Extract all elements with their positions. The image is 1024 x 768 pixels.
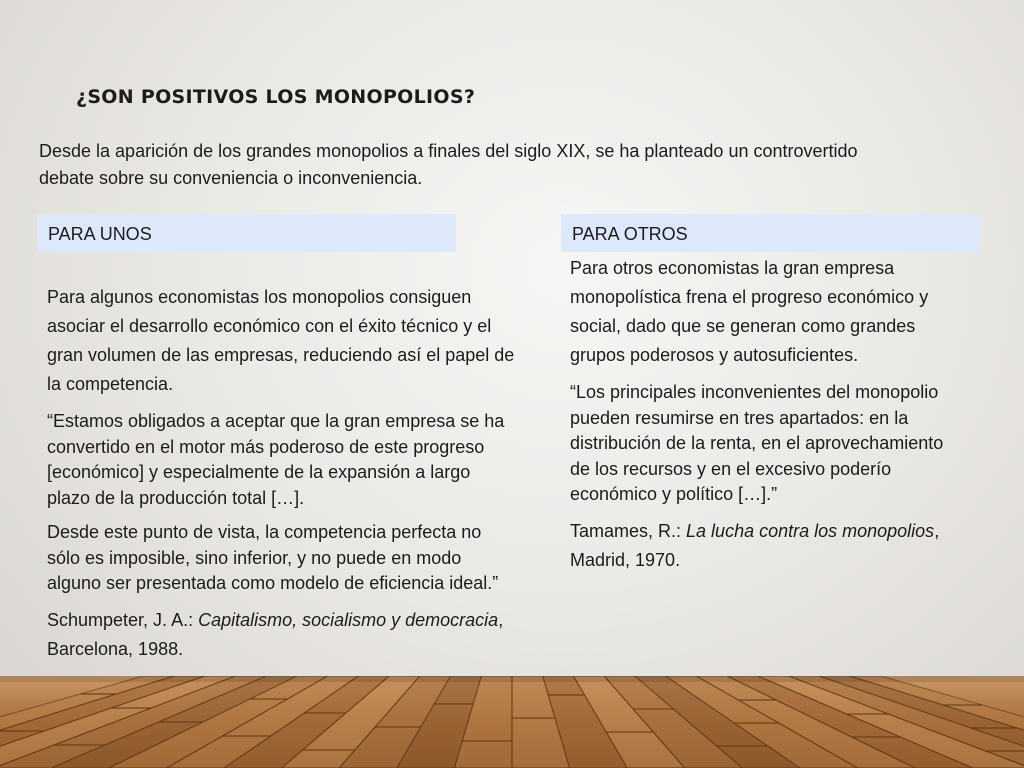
header-para-otros: PARA OTROS [561,214,980,252]
intro-paragraph: Desde la aparición de los grandes monopolios a finales del siglo XIX, se ha planteado un controvertido debate sobre su conveniencia o inconveniencia. [39,141,858,188]
left-citation-author: Schumpeter, J. A.: [47,609,199,630]
left-citation [47,606,517,664]
left-quote-1: “Estamos obligados a aceptar que la gran empresa se ha convertido en el motor más poderoso de este progreso [económico] y especialmente de la expansión a largo plazo de la producción total […]. [47,411,505,508]
wooden-floor-decoration [0,676,1024,768]
left-citation-title: Capitalismo, socialismo y democracia [198,609,499,630]
right-column [570,254,965,585]
left-paragraph: Para algunos economistas los monopolios consiguen asociar el desarrollo económico con el éxito técnico y el gran volumen de las empresas, reduciendo así el papel de la competencia. [47,287,515,394]
right-paragraph: Para otros economistas la gran empresa monopolística frena el progreso económico y social, dado que se generan como grandes grupos poderosos y autosuficientes. [570,258,929,365]
left-column [47,283,517,674]
left-citation-rest: , Barcelona, 1988. [47,609,504,659]
left-quote-2: Desde este punto de vista, la competencia perfecta no sólo es imposible, sino inferior, y no puede en modo alguno ser presentada como modelo de eficiencia ideal.” [47,522,499,593]
floor-shadow [0,676,1024,682]
right-citation-author: Tamames, R.: [570,520,687,541]
right-citation [570,517,965,575]
slide-title: ¿SON POSITIVOS LOS MONOPOLIOS? [76,86,476,108]
right-quote-1: “Los principales inconvenientes del monopolio pueden resumirse en tres apartados: en la distribución de la renta, en el aprovechamiento de los recursos y en el excesivo poderío económico y político […].” [570,382,944,504]
right-citation-rest: , Madrid, 1970. [570,520,940,570]
right-citation-title: La lucha contra los monopolios [686,520,935,541]
header-para-unos: PARA UNOS [37,214,456,252]
